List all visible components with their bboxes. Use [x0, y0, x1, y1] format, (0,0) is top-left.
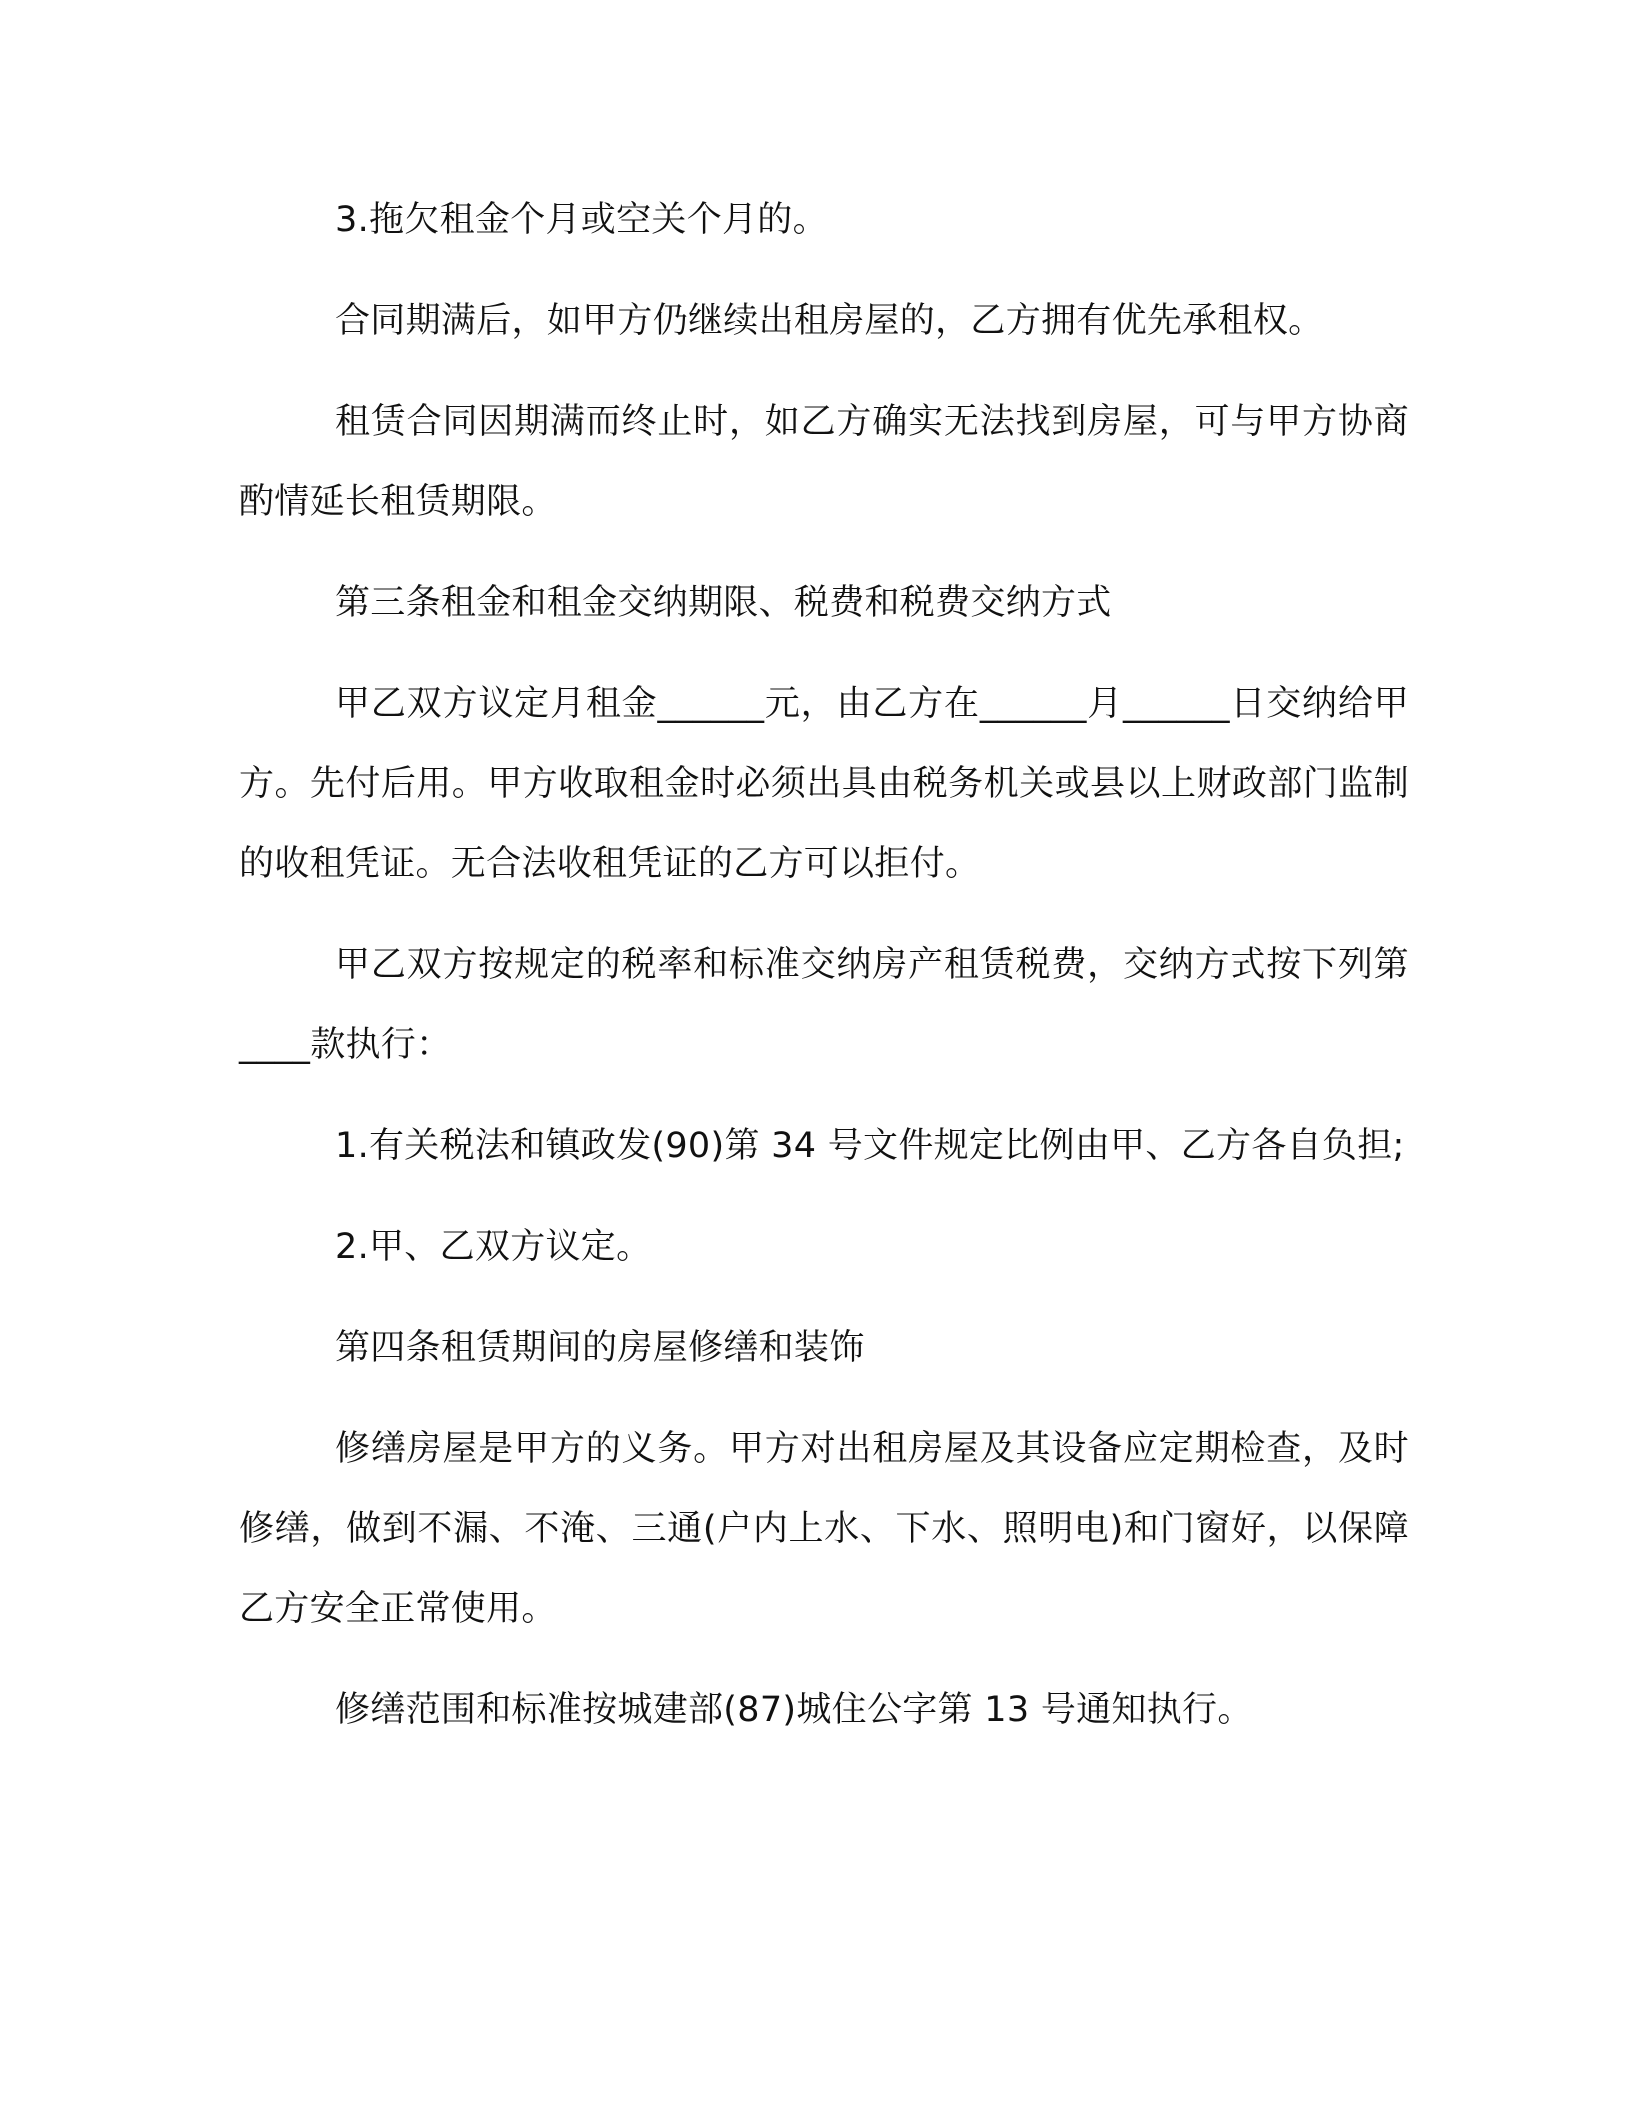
paragraph-lease-extension: 租赁合同因期满而终止时，如乙方确实无法找到房屋，可与甲方协商酌情延长租赁期限。: [239, 402, 1409, 522]
article-three-heading: 第三条租金和租金交纳期限、税费和税费交纳方式: [335, 583, 1112, 623]
document-body: [239, 180, 1409, 1771]
article-four-heading: 第四条租赁期间的房屋修缮和装饰: [335, 1328, 865, 1368]
paragraph-repair-duty: 修缮房屋是甲方的义务。甲方对出租房屋及其设备应定期检查，及时修缮，做到不漏、不淹、三通(户内上水、下水、照明电)和门窗好，以保障乙方安全正常使用。: [239, 1429, 1409, 1629]
paragraph-priority-renewal: 合同期满后，如甲方仍继续出租房屋的，乙方拥有优先承租权。: [335, 301, 1324, 341]
paragraph-tax-option-one: 1.有关税法和镇政发(90)第 34 号文件规定比例由甲、乙方各自负担;: [335, 1126, 1405, 1166]
paragraph-tax-payment: 甲乙双方按规定的税率和标准交纳房产租赁税费，交纳方式按下列第____款执行：: [239, 945, 1409, 1065]
paragraph-tax-option-two: 2.甲、乙双方议定。: [335, 1227, 652, 1267]
paragraph-overdue-rent: 3.拖欠租金个月或空关个月的。: [335, 200, 828, 240]
paragraph-repair-scope: 修缮范围和标准按城建部(87)城住公字第 13 号通知执行。: [335, 1690, 1253, 1730]
paragraph-monthly-rent: 甲乙双方议定月租金______元，由乙方在______月______日交纳给甲方。先付后用。甲方收取租金时必须出具由税务机关或县以上财政部门监制的收租凭证。无合法收租凭证的乙方可以拒付。: [239, 684, 1409, 884]
